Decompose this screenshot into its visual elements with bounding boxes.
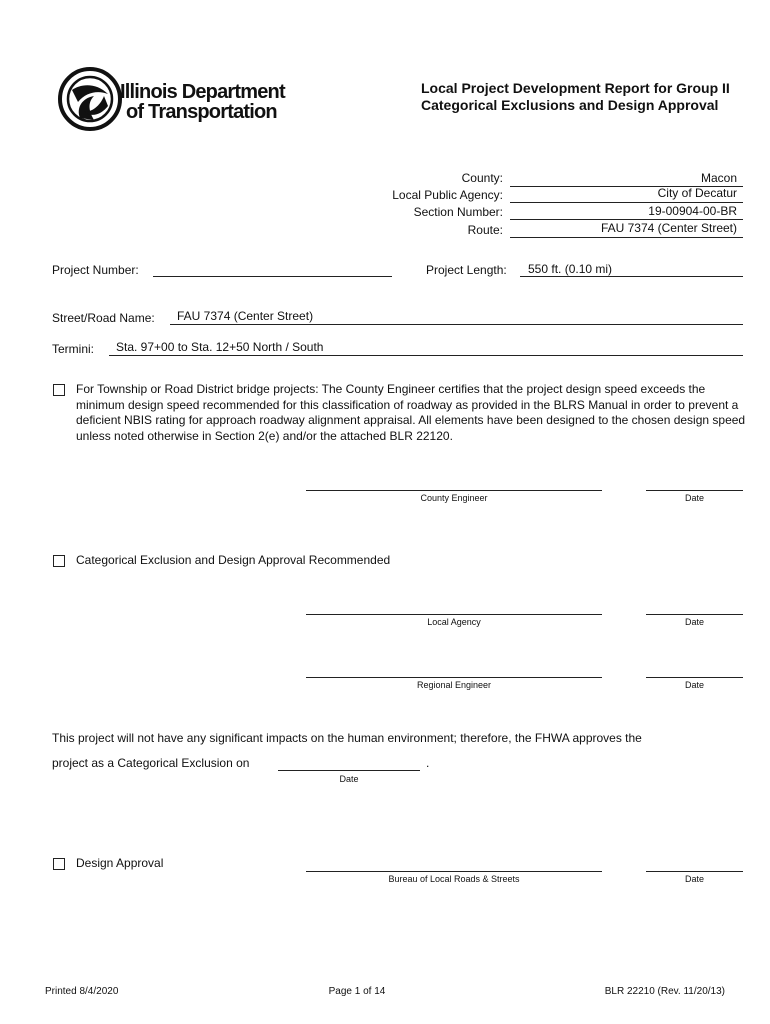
bureau-date-line[interactable] <box>646 871 743 872</box>
fhwa-date-label: Date <box>339 774 359 784</box>
design-approval-checkbox[interactable] <box>53 858 65 870</box>
lpa-line <box>510 202 743 203</box>
route-line <box>510 237 743 238</box>
county-engineer-label: County Engineer <box>420 493 488 503</box>
township-checkbox[interactable] <box>53 384 65 396</box>
logo-line2: of Transportation <box>126 101 277 123</box>
route-label: Route: <box>467 223 503 237</box>
termini-line <box>109 355 743 356</box>
regional-engineer-label: Regional Engineer <box>416 680 492 690</box>
county-engineer-date-line[interactable] <box>646 490 743 491</box>
fhwa-period: . <box>426 756 430 770</box>
local-agency-date-label: Date <box>684 617 704 627</box>
route-value[interactable]: FAU 7374 (Center Street) <box>600 221 737 235</box>
termini-value[interactable]: Sta. 97+00 to Sta. 12+50 North / South <box>116 340 324 354</box>
county-engineer-signature-line[interactable] <box>306 490 602 491</box>
project-length-value[interactable]: 550 ft. (0.10 mi) <box>528 262 613 276</box>
regional-engineer-signature-line[interactable] <box>306 677 602 678</box>
fhwa-text-line1: This project will not have any significant impacts on the human environment; therefore, the FHWA approves the <box>52 731 642 745</box>
bureau-signature-line[interactable] <box>306 871 602 872</box>
local-agency-date-line[interactable] <box>646 614 743 615</box>
county-label: County: <box>461 171 503 185</box>
regional-engineer-date-label: Date <box>684 680 704 690</box>
street-value[interactable]: FAU 7374 (Center Street) <box>177 309 314 323</box>
idot-seal-icon <box>58 66 122 132</box>
project-number-value[interactable] <box>156 263 390 277</box>
fhwa-text-line2: project as a Categorical Exclusion on <box>52 756 250 770</box>
footer-form: BLR 22210 (Rev. 11/20/13) <box>604 986 725 997</box>
design-approval-text: Design Approval <box>76 856 164 870</box>
fhwa-date-line[interactable] <box>278 770 420 771</box>
county-engineer-date-label: Date <box>684 493 704 503</box>
section-value[interactable]: 19-00904-00-BR <box>648 204 737 218</box>
page-title: Local Project Development Report for Group II Categorical Exclusions and Design Approval <box>421 80 730 113</box>
lpa-value[interactable]: City of Decatur <box>657 186 737 200</box>
section-label: Section Number: <box>413 205 503 219</box>
bureau-date-label: Date <box>684 874 704 884</box>
logo-line1: Illinois Department <box>120 81 285 103</box>
footer-printed: Printed 8/4/2020 <box>45 986 119 997</box>
local-agency-label: Local Agency <box>427 617 481 627</box>
recommended-text: Categorical Exclusion and Design Approval Recommended <box>76 553 391 567</box>
street-line <box>170 324 743 325</box>
lpa-label: Local Public Agency: <box>392 188 503 202</box>
street-label: Street/Road Name: <box>52 311 155 325</box>
project-length-label: Project Length: <box>426 263 507 277</box>
footer-page: Page 1 of 14 <box>328 986 386 997</box>
local-agency-signature-line[interactable] <box>306 614 602 615</box>
project-length-line <box>520 276 743 277</box>
bureau-label: Bureau of Local Roads & Streets <box>388 874 520 884</box>
regional-engineer-date-line[interactable] <box>646 677 743 678</box>
section-line <box>510 219 743 220</box>
township-text: For Township or Road District bridge projects: The County Engineer certifies that the project design speed exceeds the minimum design speed recommended for this classification of roadway as provided in the BLRS Manual in order to prevent a deficient NBIS rating for approach roadway alignment appraisal. All elements have been designed to the chosen design speed unless noted otherwise in Section 2(e) and/or the attached BLR 22120. <box>76 382 746 443</box>
county-value[interactable]: Macon <box>700 171 737 185</box>
idot-logo <box>58 66 308 136</box>
project-number-label: Project Number: <box>52 263 139 277</box>
project-number-line <box>153 276 392 277</box>
termini-label: Termini: <box>52 342 95 356</box>
recommended-checkbox[interactable] <box>53 555 65 567</box>
